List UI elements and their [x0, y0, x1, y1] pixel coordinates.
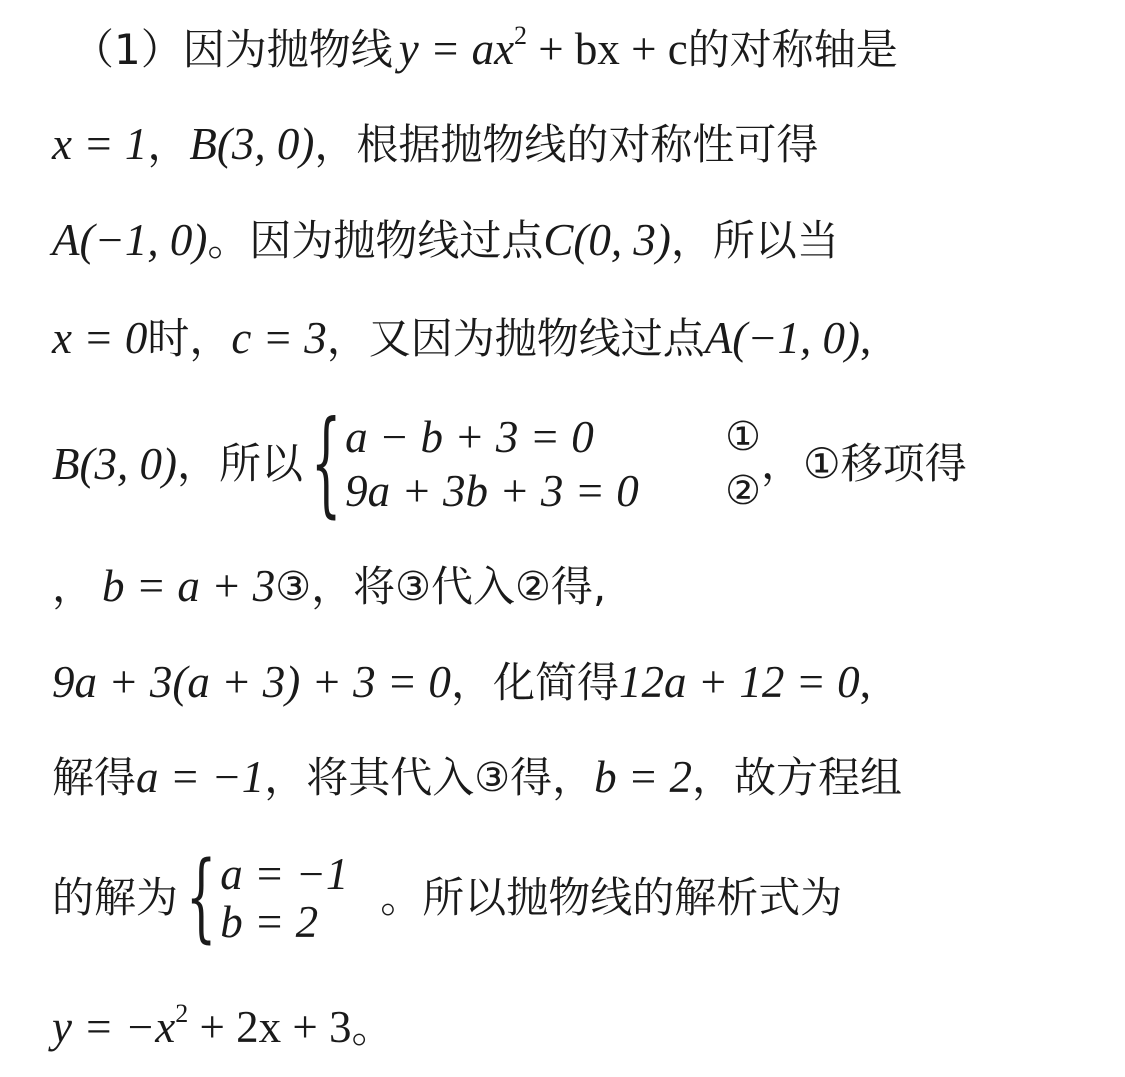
math-segment: $y = ax^2$ + bx + c: [398, 21, 688, 74]
text-segment: （1）因为抛物线: [72, 24, 393, 74]
system-row: [345, 464, 761, 518]
math-segment: A(−1, 0): [704, 313, 861, 363]
solution-line-4: [52, 313, 872, 363]
text-segment: ，根据抛物线的对称性可得: [314, 119, 819, 169]
solution-line-9: [52, 842, 843, 954]
solution-line-10: [52, 999, 394, 1052]
solution-line-5: [52, 397, 967, 531]
math-segment: b = 2: [594, 752, 693, 802]
text-segment: ，: [52, 561, 95, 611]
math-segment: ,: [860, 313, 872, 363]
math-segment: b = a + 3: [102, 561, 276, 611]
text-segment: 得，: [510, 752, 595, 802]
text-segment: 。所以抛物线的解析式为: [380, 873, 843, 922]
text-segment: ，: [761, 439, 804, 488]
text-segment: ，化简得: [450, 657, 619, 707]
text-segment: ①移项得: [803, 439, 967, 488]
system-row: [220, 898, 380, 946]
text-segment: 时，: [147, 313, 232, 363]
solution-line-6: [52, 561, 607, 611]
text-segment: 得,: [550, 561, 607, 611]
equation: 9a + 3b + 3 = 0: [345, 465, 639, 516]
math-segment: B(3, 0): [52, 438, 177, 489]
math-segment: $y = -x^2 + 2x + 3$: [52, 999, 352, 1052]
left-brace: {: [310, 397, 342, 531]
math-segment: x = 1: [52, 119, 148, 169]
system-row: [220, 850, 380, 898]
text-segment: ，: [147, 119, 190, 169]
text-segment: 的解为: [52, 873, 179, 922]
text-segment: ，将: [311, 561, 396, 611]
math-segment: A(−1, 0): [52, 215, 208, 265]
math-segment: B(3, 0): [189, 119, 315, 169]
solution-line-7: [52, 657, 871, 707]
circled-number: ③: [275, 563, 312, 610]
left-brace: {: [185, 842, 217, 954]
solution-line-8: [52, 752, 903, 802]
text-segment: 解得: [52, 752, 137, 802]
math-segment: 12a + 12 = 0: [618, 657, 860, 707]
equation: a = −1: [220, 848, 349, 899]
equation-system: [307, 397, 762, 531]
solution-system: [182, 842, 380, 954]
text-segment: ，将其代入: [264, 752, 475, 802]
equation-tag: ①: [725, 414, 762, 460]
circled-number: ③: [474, 754, 511, 801]
math-segment: x = 0: [52, 313, 148, 363]
text-segment: ，所以: [176, 439, 303, 488]
text-segment: 。因为抛物线过点: [207, 215, 544, 265]
system-rows: [345, 410, 761, 518]
math-segment: c = 3: [231, 313, 327, 363]
system-row: [345, 410, 761, 464]
solution-line-3: [52, 215, 839, 265]
math-segment: C(0, 3): [543, 215, 671, 265]
system-rows: [220, 850, 380, 946]
text-segment: 代入: [430, 561, 515, 611]
circled-number: ③: [395, 563, 431, 610]
text-segment: ，所以当: [670, 215, 839, 265]
equation: a − b + 3 = 0: [345, 411, 594, 462]
solution-line-2: [52, 119, 819, 169]
math-segment: 9a + 3(a + 3) + 3 = 0: [52, 657, 451, 707]
solution-line-1: [72, 21, 898, 74]
text-segment: ，故方程组: [692, 752, 903, 802]
equation-tag: ②: [725, 468, 762, 514]
math-segment: ,: [859, 657, 871, 707]
text-segment: 。: [351, 1002, 394, 1052]
text-segment: 的对称轴是: [687, 24, 898, 74]
equation: b = 2: [220, 896, 319, 947]
text-segment: ，又因为抛物线过点: [326, 313, 705, 363]
circled-number: ②: [515, 563, 551, 610]
math-segment: a = −1: [136, 752, 265, 802]
